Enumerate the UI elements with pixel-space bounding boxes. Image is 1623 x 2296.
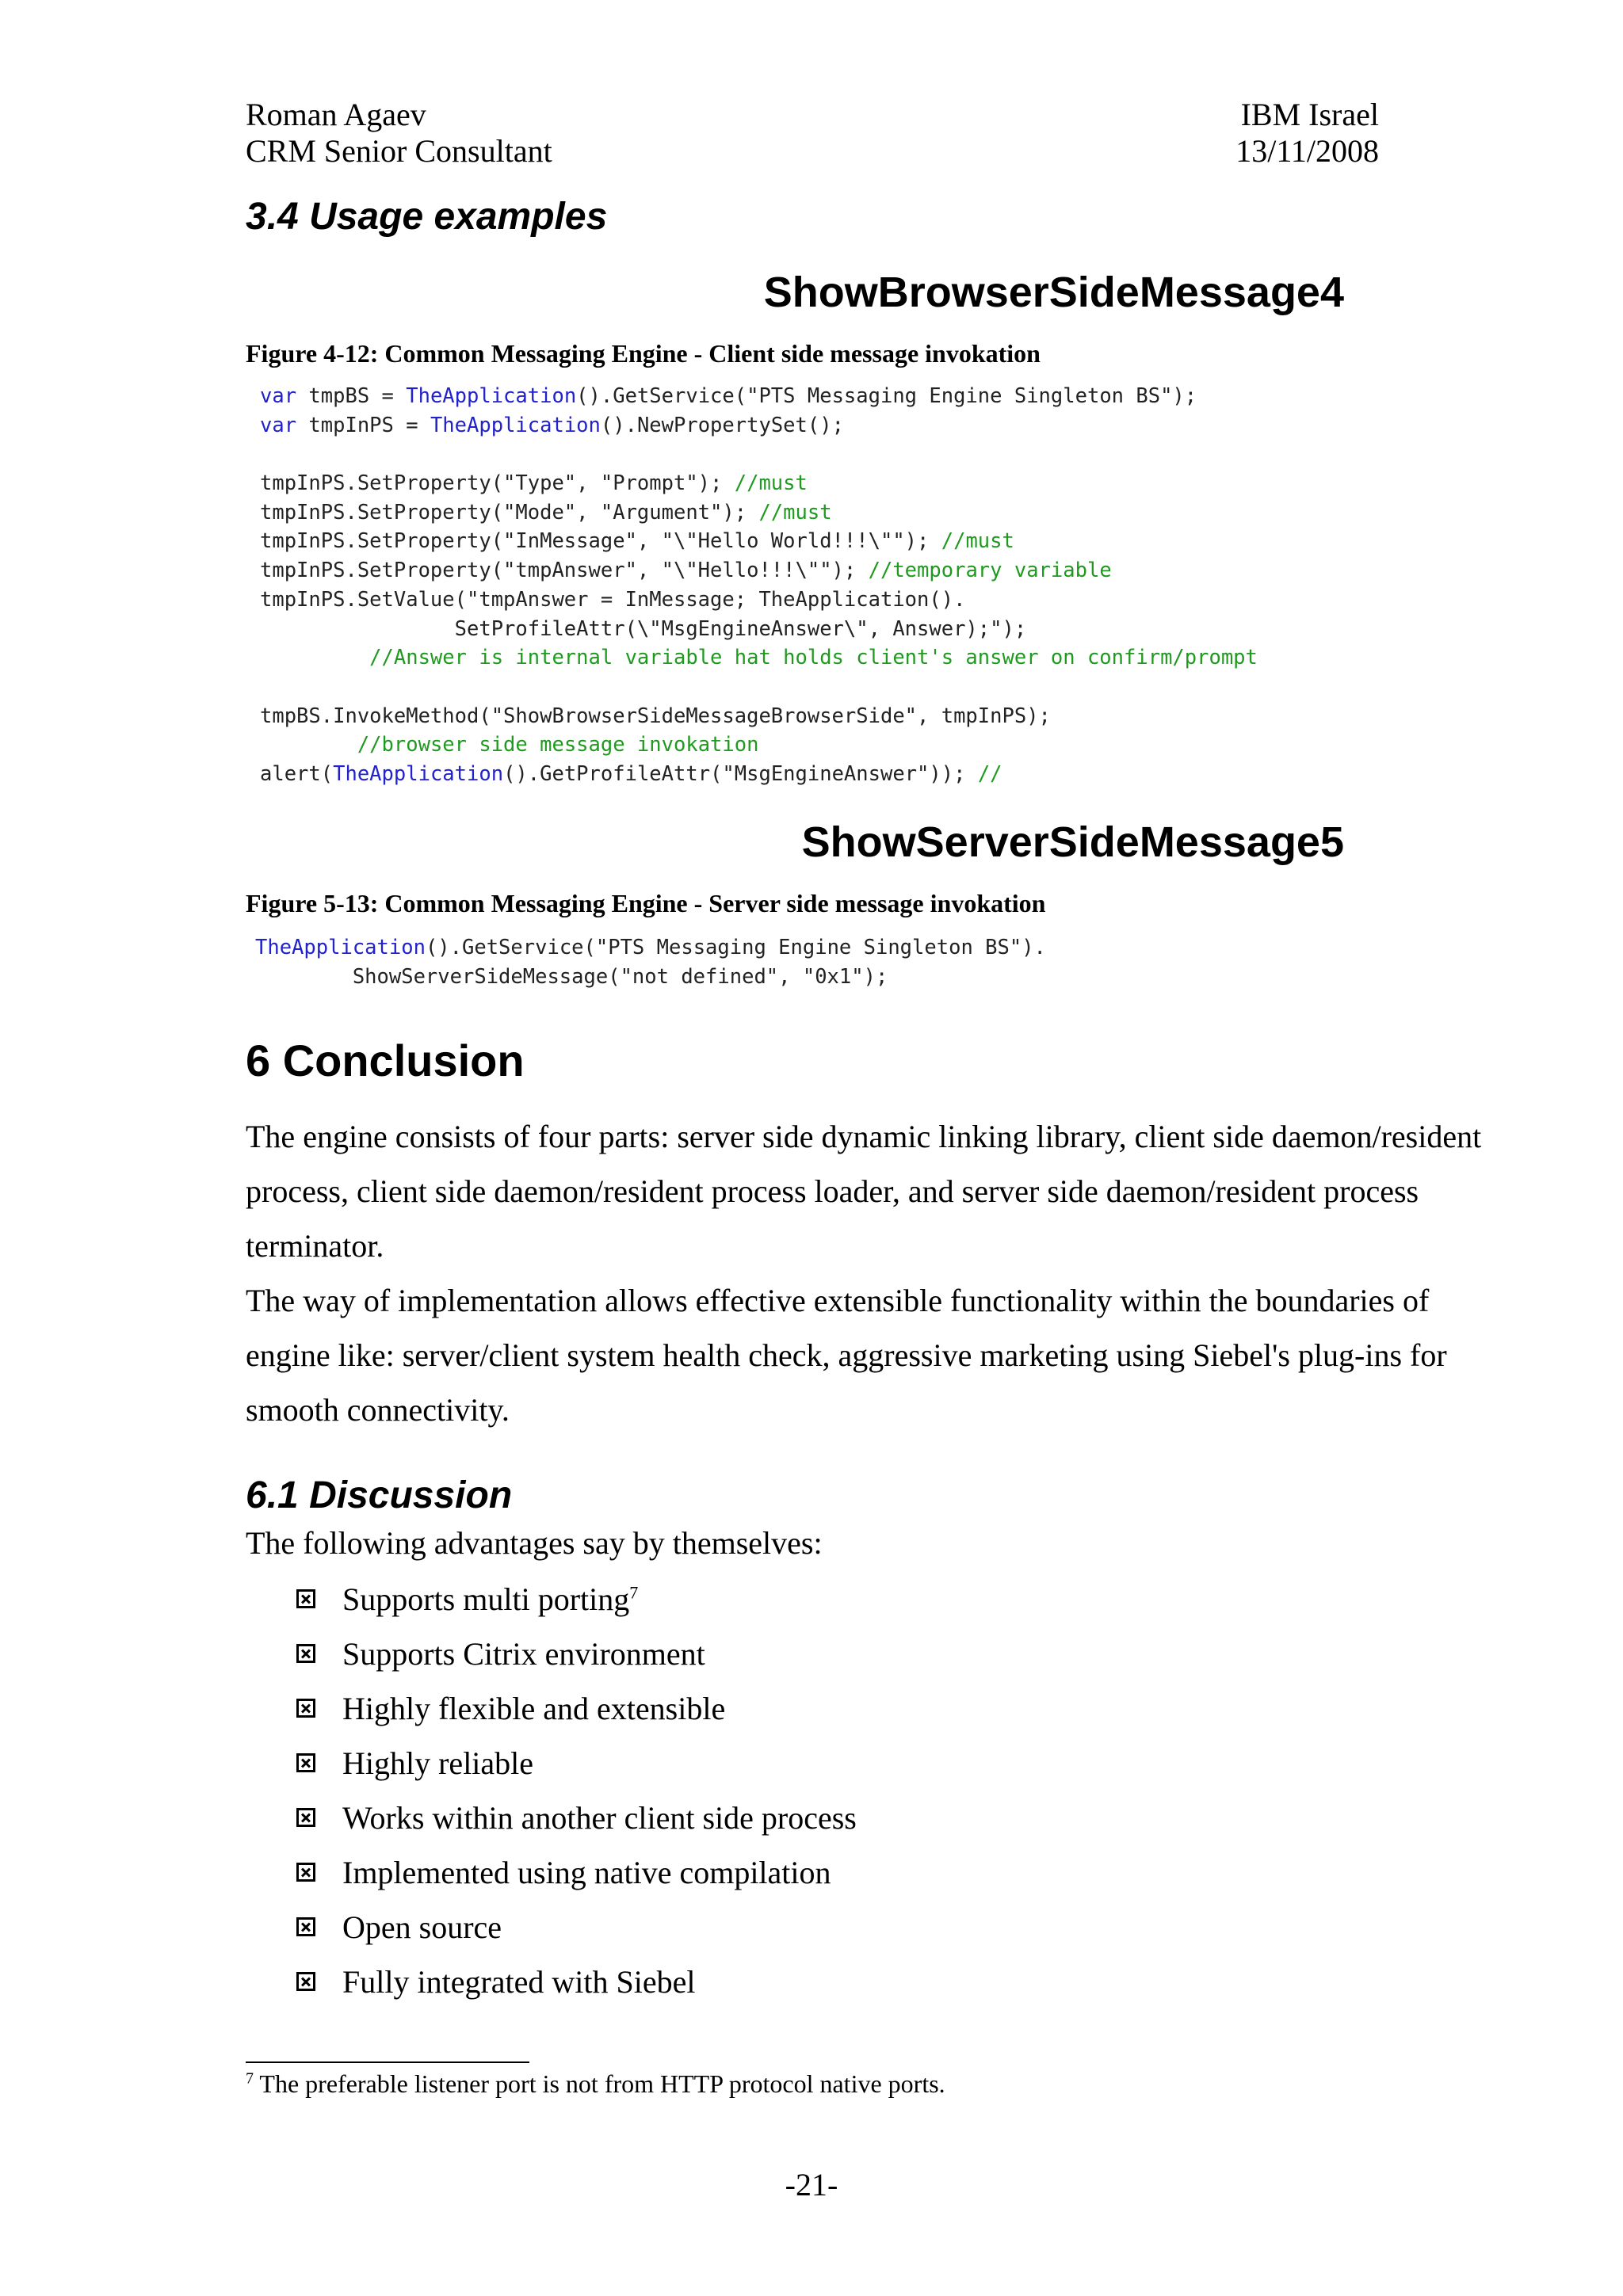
checked-box-icon [296, 1589, 315, 1608]
checked-box-icon [296, 1863, 315, 1882]
advantages-list [296, 1579, 1247, 2023]
list-item [296, 1743, 533, 1783]
code-line [260, 643, 1258, 673]
footnote-ref: 7 [629, 1582, 639, 1603]
figure-5-13-caption: Figure 5-13: Common Messaging Engine - Server side message invokation [246, 889, 1046, 917]
code-line [260, 585, 1258, 615]
section-heading-discussion: 6.1 Discussion [246, 1474, 513, 1516]
code-token: tmpInPS = [296, 413, 430, 437]
code-line [260, 382, 1258, 411]
code-token: alert( [260, 761, 334, 786]
code-line [260, 469, 1258, 498]
code-token: tmpInPS.SetProperty("Type", "Prompt"); [260, 471, 735, 496]
figure-4-12-caption: Figure 4-12: Common Messaging Engine - Client side message invokation [246, 339, 1041, 368]
document-date: 13/11/2008 [1235, 133, 1379, 169]
code-token: var [260, 384, 297, 408]
list-item [296, 1907, 502, 1947]
code-line [260, 615, 1258, 644]
checked-box-icon [296, 1699, 315, 1718]
code-line [260, 411, 1258, 441]
code-token: var [260, 413, 297, 437]
code-line [260, 556, 1258, 585]
list-item-text: Implemented using native compilation [342, 1854, 831, 1890]
code-token: TheApplication [255, 936, 426, 959]
author-name: Roman Agaev [246, 97, 426, 132]
code-token: TheApplication [406, 384, 577, 408]
company-name: IBM Israel [1240, 97, 1379, 132]
code-block-server-side [255, 933, 1046, 990]
code-token: tmpBS = [296, 384, 407, 408]
code-line [260, 760, 1258, 789]
code-token [260, 646, 369, 669]
code-comment: //must [941, 529, 1014, 554]
conclusion-body [246, 1109, 1514, 1437]
code-line [260, 673, 1258, 702]
list-item [296, 1579, 638, 1619]
code-token: TheApplication [430, 413, 601, 437]
footnote [246, 2069, 945, 2099]
list-item-text: Highly flexible and extensible [342, 1690, 726, 1726]
code-token: TheApplication [333, 761, 504, 786]
code-token: tmpInPS.SetProperty("tmpAnswer", "\"Hello!!!\""); [260, 559, 869, 583]
code-token: tmpBS.InvokeMethod("ShowBrowserSideMessageBrowserSide", tmpInPS); [260, 704, 1051, 728]
code-token: ().GetService("PTS Messaging Engine Singleton BS"); [576, 384, 1197, 408]
list-item [296, 1798, 857, 1837]
list-item-text: Highly reliable [342, 1745, 534, 1781]
checked-box-icon [296, 1972, 315, 1991]
code-token: tmpInPS.SetProperty("InMessage", "\"Hello World!!!\""); [260, 529, 941, 554]
code-line [260, 527, 1258, 556]
code-block-client-side [260, 382, 1258, 789]
list-item-text: Supports Citrix environment [342, 1635, 705, 1672]
discussion-intro: The following advantages say by themselves: [246, 1525, 823, 1561]
header-left [246, 97, 552, 170]
list-item [296, 1688, 725, 1728]
code-comment: //Answer is internal variable hat holds client's answer on confirm/prompt [369, 646, 1258, 670]
code-comment: //temporary variable [868, 559, 1112, 583]
footnote-text: The preferable listener port is not from HTTP protocol native ports. [254, 2069, 945, 2098]
checked-box-icon [296, 1808, 315, 1827]
example5-title: ShowServerSideMessage5 [801, 818, 1344, 866]
code-line [260, 498, 1258, 528]
header-right [1235, 97, 1379, 170]
code-token [260, 733, 357, 757]
code-comment: //must [758, 500, 832, 524]
code-token: ().NewPropertySet(); [600, 413, 844, 437]
list-item-text: Supports multi porting$^7$ [342, 1581, 639, 1617]
conclusion-paragraph: The engine consists of four parts: server side dynamic linking library, client side daemon/resident process, client side daemon/resident process loader, and server side daemon/resident process terminator. [246, 1119, 1482, 1264]
checked-box-icon [296, 1644, 315, 1663]
page-number: -21- [785, 2167, 838, 2203]
example4-title: ShowBrowserSideMessage4 [763, 269, 1344, 316]
section-heading-conclusion: 6 Conclusion [246, 1035, 525, 1085]
footnote-divider [246, 2061, 529, 2063]
code-line [260, 440, 1258, 469]
list-item-text: Fully integrated with Siebel [342, 1963, 696, 2000]
code-token: ().GetService("PTS Messaging Engine Singleton BS"). [425, 936, 1046, 959]
author-role: CRM Senior Consultant [246, 133, 552, 169]
list-item-text: Open source [342, 1909, 502, 1945]
code-token: tmpInPS.SetProperty("Mode", "Argument"); [260, 500, 759, 524]
code-comment: //browser side message invokation [357, 733, 759, 757]
code-token: tmpInPS.SetValue("tmpAnswer = InMessage; TheApplication(). [260, 587, 966, 612]
checked-box-icon [296, 1917, 315, 1936]
list-item [296, 1962, 696, 2001]
code-comment: //must [734, 471, 808, 496]
checked-box-icon [296, 1753, 315, 1772]
code-token: ().GetProfileAttr("MsgEngineAnswer")); [503, 761, 978, 786]
code-token: SetProfileAttr(\"MsgEngineAnswer\", Answer);"); [260, 616, 1027, 641]
code-line [260, 702, 1258, 731]
code-line [255, 962, 1046, 991]
code-comment: // [977, 761, 1002, 786]
list-item-text: Works within another client side process [342, 1799, 857, 1836]
list-item [296, 1634, 705, 1673]
code-line [255, 933, 1046, 962]
list-item [296, 1852, 831, 1892]
code-token: ShowServerSideMessage("not defined", "0x1"); [255, 964, 888, 989]
conclusion-paragraph: The way of implementation allows effective extensible functionality within the boundaries of engine like: server/client system health check, aggressive marketing using Siebel's plug-ins for smooth connectivity. [246, 1283, 1447, 1428]
code-line [260, 730, 1258, 760]
section-heading-usage-examples: 3.4 Usage examples [246, 196, 608, 238]
footnote-number: 7 [246, 2069, 254, 2088]
